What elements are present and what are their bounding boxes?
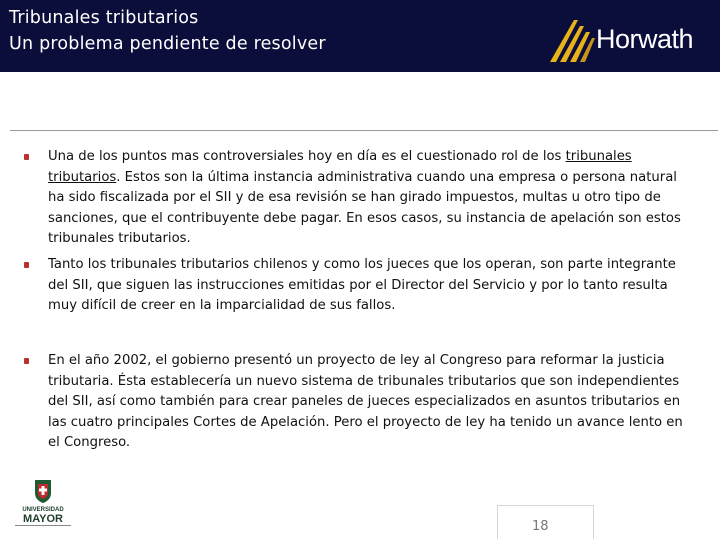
- page-number: 18: [532, 519, 549, 534]
- universidad-mayor-logo: [12, 478, 74, 530]
- horwath-mark-icon: [548, 18, 598, 64]
- divider: [10, 130, 718, 131]
- university-line1: UNIVERSIDAD: [22, 507, 64, 513]
- bullet-paragraph-1: [48, 147, 688, 250]
- bullet-marker: [24, 358, 29, 364]
- horwath-logo: [548, 18, 700, 64]
- bullet-paragraph-2: Tanto los tribunales tributarios chilenos y como los jueces que los operan, son parte integrante del SII, que siguen las instrucciones emitidas por el Director del Servicio y por lo tanto resulta muy difícil de creer en la imparcialidad de sus fallos.: [48, 257, 676, 313]
- bullet-marker: [24, 154, 29, 160]
- bullet-1-text-b: . Estos son la última instancia administrativa cuando una empresa o persona natural ha sido fiscalizada por el SII y de esa revisión se han girado impuestos, multas u otro tipo de sanciones, que el contribuyente debe pagar. En esos casos, su instancia de apelación son estos tribunales tributarios.: [48, 169, 681, 246]
- bullet-paragraph-3: En el año 2002, el gobierno presentó un proyecto de ley al Congreso para reformar la justicia tributaria. Ésta establecería un nuevo sistema de tribunales tributarios que son independientes del SII, así como también para crear paneles de jueces especializados en asuntos tributarios en las cuatro principales Cortes de Apelación. Pero el proyecto de ley ha tenido un avance lento en el Congreso.: [48, 353, 683, 450]
- bullet-1-text-a: Una de los puntos mas controversiales hoy en día es el cuestionado rol de los: [48, 149, 566, 164]
- header-bar: [0, 0, 720, 72]
- slide-title: Tribunales tributarios: [9, 8, 199, 28]
- bullet-1-underlined: tribunales tributarios: [48, 149, 632, 185]
- university-shield-icon: [12, 478, 74, 530]
- university-line2: MAYOR: [23, 513, 63, 525]
- slide-subtitle: Un problema pendiente de resolver: [9, 34, 326, 54]
- brand-name: Horwath: [596, 24, 694, 54]
- bullet-marker: [24, 262, 29, 268]
